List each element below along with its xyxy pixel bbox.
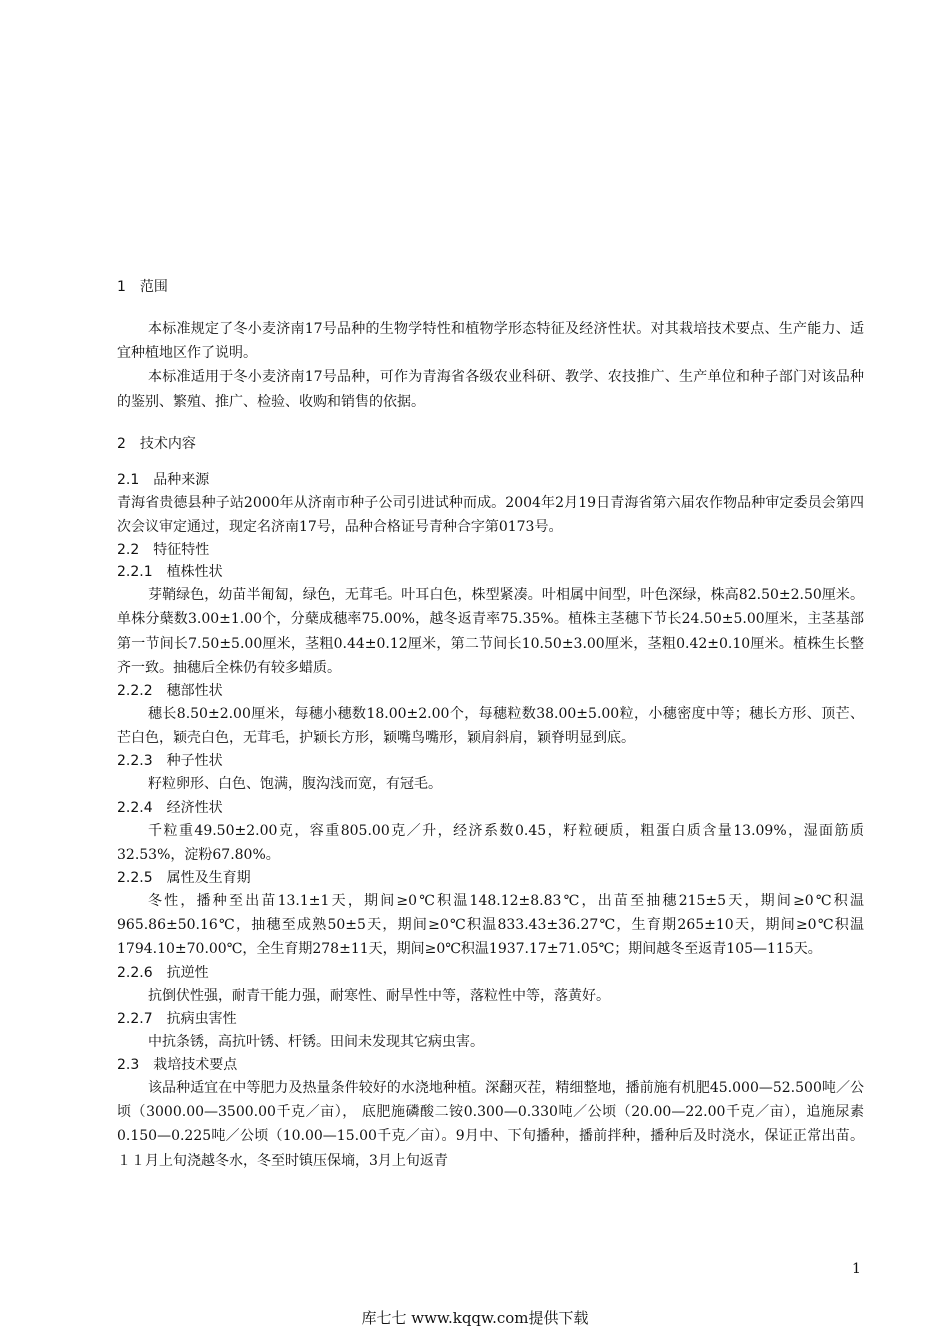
subsection-heading-disease: 2.2.7 抗病虫害性 — [117, 1010, 237, 1027]
subsection-heading-resistance: 2.2.6 抗逆性 — [117, 964, 209, 981]
page-number: 1 — [852, 1261, 861, 1277]
paragraph-seed: 籽粒卵形、白色、饱满，腹沟浅而宽，有冠毛。 — [148, 776, 442, 793]
subsection-heading-economic: 2.2.4 经济性状 — [117, 799, 223, 816]
subsection-heading-characteristics: 2.2 特征特性 — [117, 542, 210, 559]
subsection-heading-plant: 2.2.1 植株性状 — [117, 564, 223, 581]
subsection-heading-seed: 2.2.3 种子性状 — [117, 753, 223, 770]
section-heading-scope: 1 范围 — [117, 279, 168, 295]
paragraph-origin: 青海省贵德县种子站2000年从济南市种子公司引进试种而成。2004年2月19日青海省第六届农作物品种审定委员会第四次会议审定通过，现定名济南17号，品种合格证号青种合字第0173号。 — [117, 494, 864, 536]
paragraph-plant: 芽鞘绿色，幼苗半匍匐，绿色，无茸毛。叶耳白色，株型紧凑。叶相属中间型，叶色深绿，株高82.50±2.50厘米。单株分蘖数3.00±1.00个，分蘖成穗率75.00%，越冬返青率75.35%。植株主茎穗下节长24.50±5.00厘米，主茎基部第一节间长7.50±5.00厘米，茎粗0.44±0.12厘米，第二节间长10.50±3.00厘米，茎粗0.42±0.10厘米。植株生长整齐一致。抽穗后全株仍有较多蜡质。 — [117, 587, 864, 676]
paragraph-disease: 中抗条锈，高抗叶锈、杆锈。田间未发现其它病虫害。 — [148, 1033, 484, 1050]
footer-source: 库七七 www.kqqw.com提供下载 — [361, 1309, 589, 1327]
paragraph-scope-2: 本标准适用于冬小麦济南17号品种，可作为青海省各级农业科研、教学、农技推广、生产单位和种子部门对该品种的鉴别、繁殖、推广、检验、收购和销售的依据。 — [117, 369, 864, 410]
subsection-heading-growth: 2.2.5 属性及生育期 — [117, 870, 251, 887]
paragraph-spike: 穗长8.50±2.00厘米，每穗小穗数18.00±2.00个，每穗粒数38.00±5.00粒，小穗密度中等；穗长方形、顶芒、芒白色，颖壳白色，无茸毛，护颖长方形，颖嘴鸟嘴形，颖肩斜肩，颖脊明显到底。 — [117, 706, 864, 747]
paragraph-economic: 千粒重49.50±2.00克，容重805.00克／升，经济系数0.45，籽粒硬质，粗蛋白质含量13.09%，湿面筋质32.53%，淀粉67.80%。 — [117, 822, 864, 863]
paragraph-resistance: 抗倒伏性强，耐青干能力强，耐寒性、耐旱性中等，落粒性中等，落黄好。 — [148, 987, 610, 1004]
subsection-heading-spike: 2.2.2 穗部性状 — [117, 683, 223, 700]
section-heading-technical: 2 技术内容 — [117, 435, 196, 452]
subsection-heading-cultivation: 2.3 栽培技术要点 — [117, 1057, 238, 1074]
paragraph-cultivation: 该品种适宜在中等肥力及热量条件较好的水浇地种植。深翻灭茬，精细整地，播前施有机肥45.000—52.500吨／公顷（3000.00—3500.00千克／亩）， 底肥施磷酸二铵0.300—0.330吨／公顷（20.00—22.00千克／亩），追施尿素0.150—0.225吨／公顷（10.00—15.00千克／亩）。9月中、下旬播种，播前拌种，播种后及时浇水，保证正常出苗。１１月上旬浇越冬水，冬至时镇压保墒，3月上旬返青 — [117, 1080, 864, 1169]
subsection-heading-origin: 2.1 品种来源 — [117, 471, 210, 488]
document-body — [117, 276, 864, 1173]
paragraph-growth: 冬性，播种至出苗13.1±1天，期间≥0℃积温148.12±8.83℃，出苗至抽穗215±5天，期间≥0℃积温965.86±50.16℃，抽穗至成熟50±5天，期间≥0℃积温833.43±36.27℃，生育期265±10天，期间≥0℃积温1794.10±70.00℃，全生育期278±11天，期间≥0℃积温1937.17±71.05℃；期间越冬至返青105—115天。 — [117, 893, 864, 958]
paragraph-scope-1: 本标准规定了冬小麦济南17号品种的生物学特性和植物学形态特征及经济性状。对其栽培技术要点、生产能力、适宜种植地区作了说明。 — [117, 321, 864, 362]
